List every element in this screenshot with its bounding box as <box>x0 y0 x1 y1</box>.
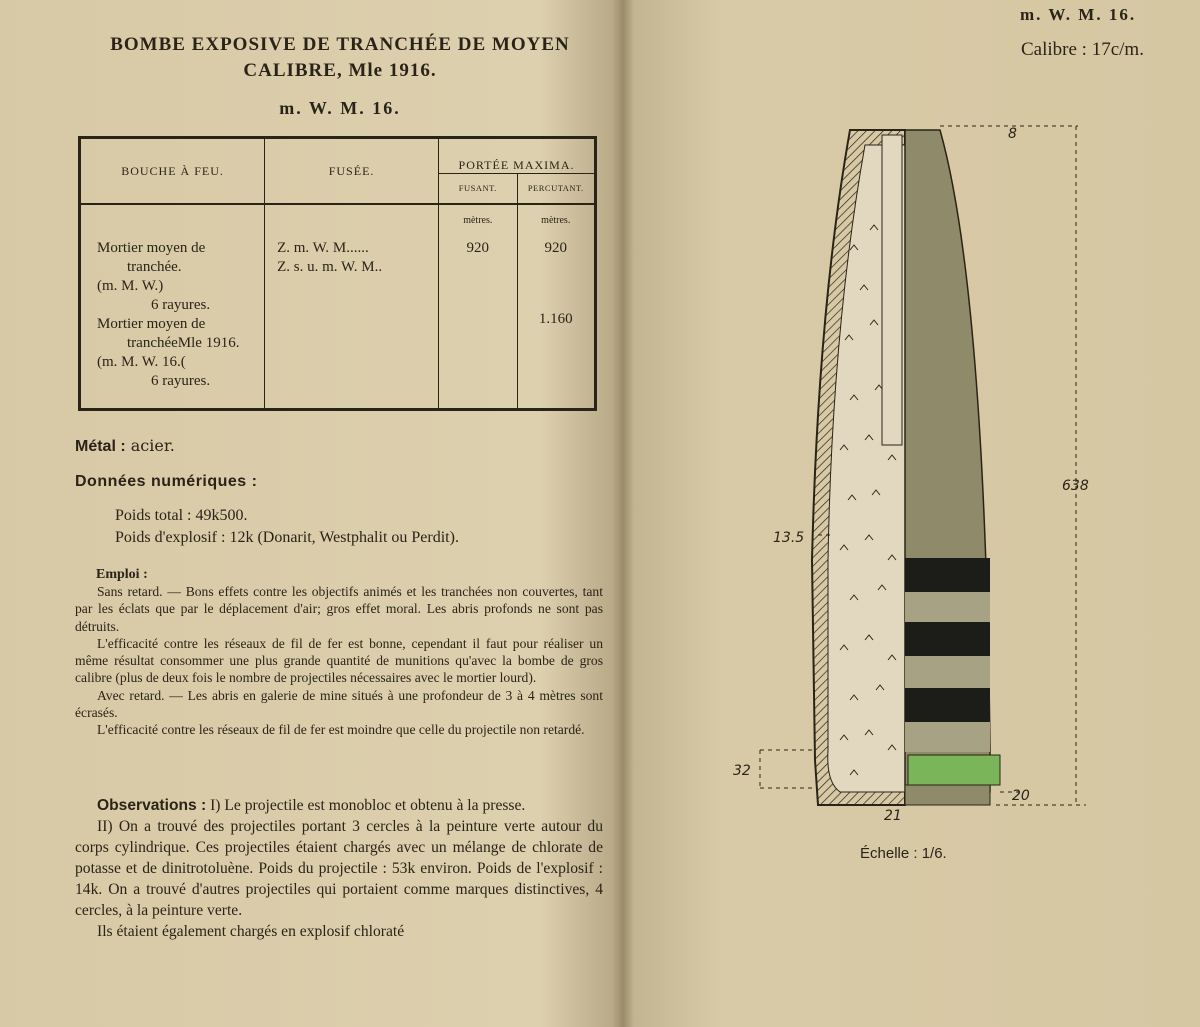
page-title <box>70 32 610 84</box>
title-line-2: CALIBRE, Mle 1916. <box>243 60 437 81</box>
cell-percutant <box>517 235 595 410</box>
band-light <box>905 656 990 688</box>
table-row <box>80 235 596 410</box>
bouche-line: tranchée. <box>127 259 182 275</box>
dim-base-height: 32 <box>733 763 751 779</box>
metal-value: acier. <box>130 436 175 455</box>
header-bouche: BOUCHE À FEU. <box>80 138 265 205</box>
book-gutter <box>612 0 634 1027</box>
cell-bouche <box>80 235 265 410</box>
cell-fusant <box>439 235 517 410</box>
rotating-band <box>908 755 1000 785</box>
dim-base-right: 20 <box>1012 788 1030 804</box>
ordnance-table <box>78 136 597 411</box>
scale-label: Échelle : 1/6. <box>860 845 947 862</box>
header-fusant: FUSANT. <box>439 173 517 204</box>
running-header: m. W. M. 16. <box>1020 5 1137 24</box>
bouche-line: 6 rayures. <box>151 373 211 389</box>
title-line-1: BOMBE EXPOSIVE DE TRANCHÉE DE MOYEN <box>110 34 570 55</box>
emploi-paragraph: Avec retard. — Les abris en galerie de mine situés à une profondeur de 3 à 4 mètres sont écrasés. <box>75 687 603 721</box>
units-blank <box>80 204 265 235</box>
header-portee: PORTÉE MAXIMA. <box>439 138 596 174</box>
poids-explosif: Poids d'explosif : 12k (Donarit, Westphalit ou Perdit). <box>115 529 459 546</box>
emploi-paragraph: L'efficacité contre les réseaux de fil de fer est moindre que celle du projectile non retardé. <box>97 722 585 738</box>
emploi-paragraph: Sans retard. — Bons effets contre les objectifs animés et les tranchées non couvertes, tant par les éclats que par le déplacement d'air; gros effet moral. Les abris profonds ne sont pas détruits. <box>75 584 603 634</box>
bouche-line: (m. M. W.) <box>97 278 164 294</box>
base-plate <box>905 785 990 805</box>
metal-line <box>75 436 175 456</box>
bouche-line: 6 rayures. <box>151 297 211 313</box>
band-dark <box>905 558 990 592</box>
header-fusee: FUSÉE. <box>265 138 439 205</box>
band-light <box>905 592 990 622</box>
calibre-label: Calibre : 17c/m. <box>1021 39 1144 60</box>
band-light <box>905 722 990 752</box>
dim-wall: 13.5 <box>773 530 805 546</box>
bouche-line: Mortier moyen de <box>97 316 206 332</box>
fuse-tube <box>882 135 902 445</box>
emploi-heading: Emploi : <box>96 567 148 582</box>
dim-base-bottom: 21 <box>884 808 902 824</box>
band-dark <box>905 622 990 656</box>
fusee-line: Z. m. W. M...... <box>277 240 369 256</box>
projectile-cross-section <box>700 110 1120 840</box>
units-blank <box>265 204 439 235</box>
units-fusant: mètres. <box>439 204 517 235</box>
emploi-paragraph: L'efficacité contre les réseaux de fil de fer est bonne, cependant il faut pour réaliser un même résultat consommer une plus grande quantité de munitions qu'avec la bombe de gros calibre (plus de deux fois le nombre de projectiles nécessaires avec le mortier lourd). <box>75 635 603 686</box>
bouche-line: tranchéeMle 1916. <box>127 335 240 351</box>
fusant-value: 920 <box>466 240 490 256</box>
dim-length: 638 <box>1062 478 1089 494</box>
emploi-text <box>75 583 603 739</box>
cell-fusee <box>265 235 439 410</box>
band-dark <box>905 688 990 722</box>
percutant-value: 1.160 <box>538 311 573 327</box>
metal-label: Métal : <box>75 438 126 455</box>
observations-text <box>75 795 603 942</box>
dim-top: 8 <box>1008 126 1017 142</box>
bouche-line: Mortier moyen de <box>97 240 206 256</box>
units-percutant: mètres. <box>517 204 595 235</box>
header-percutant: PERCUTANT. <box>517 173 595 204</box>
weights-block <box>115 505 459 549</box>
percutant-value: 920 <box>544 240 567 256</box>
observations-label: Observations : <box>97 797 207 814</box>
observations-paragraph: I) Le projectile est monobloc et obtenu à la presse. <box>210 797 526 814</box>
poids-total: Poids total : 49k500. <box>115 507 248 524</box>
bouche-line: (m. M. W. 16.( <box>97 354 186 370</box>
donnees-heading: Données numériques : <box>75 473 258 490</box>
observations-paragraph: II) On a trouvé des projectiles portant 3 cercles à la peinture verte autour du corps cylindrique. Ces projectiles étaient chargés avec un mélange de chlorate de potasse et de dinitrotoluène. Poids du projectile : 53k environ. Poids de l'explosif : 14k. On a trouvé d'autres projectiles qui portaient comme marques distinctives, 4 cercles, à la peinture verte. <box>75 818 603 919</box>
fusee-line: Z. s. u. m. W. M.. <box>277 259 383 275</box>
model-designation: m. W. M. 16. <box>279 98 401 118</box>
observations-paragraph: Ils étaient également chargés en explosif chloraté <box>97 923 405 940</box>
